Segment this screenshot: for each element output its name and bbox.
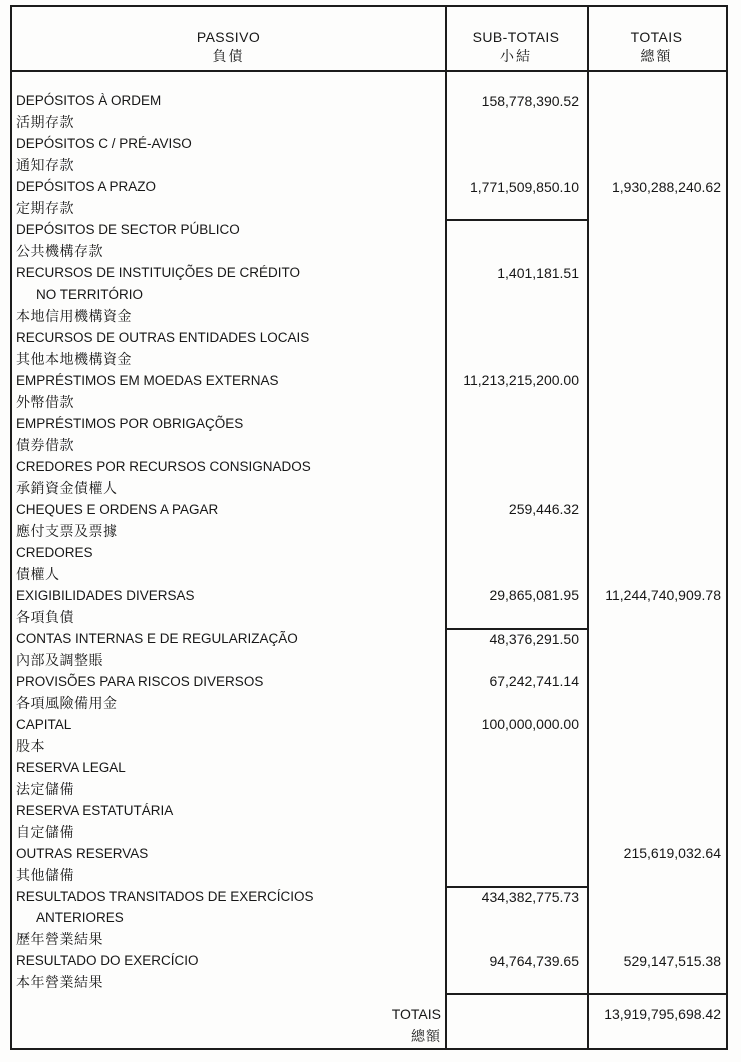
table-row: [12, 241, 726, 263]
row-label: RESERVA ESTATUTÁRIA: [16, 802, 174, 818]
total-value: [587, 327, 726, 349]
total-value: [587, 219, 726, 241]
row-label: OUTRAS RESERVAS: [16, 845, 149, 861]
row-label-cn: 應付支票及票據: [16, 522, 118, 539]
subtotal-value: 158,778,390.52: [481, 92, 579, 109]
total-value: [587, 155, 726, 177]
row-label-cn: 外幣借款: [16, 393, 74, 410]
subtotal-value: [445, 821, 587, 843]
total-value: [587, 692, 726, 714]
row-label-cn: 公共機構存款: [16, 243, 103, 260]
header-passivo-cn: 負債: [212, 48, 245, 64]
table-row: [12, 413, 726, 435]
row-label-cn: 債權人: [16, 565, 60, 582]
total-value: [587, 90, 726, 112]
table-row: [12, 176, 726, 198]
total-value: [587, 628, 726, 650]
footer-rule: [445, 993, 726, 995]
subtotal-value: 434,382,775.73: [445, 886, 587, 908]
row-label: PROVISÕES PARA RISCOS DIVERSOS: [16, 673, 264, 689]
table-row: [12, 284, 726, 306]
table-row: [12, 434, 726, 456]
table-row: [12, 757, 726, 779]
row-label-cn: 其他儲備: [16, 866, 74, 883]
subtotal-value: [445, 305, 587, 327]
subtotal-value: [445, 413, 587, 435]
total-value: [587, 778, 726, 800]
table-row: [12, 606, 726, 628]
subtotal-value: 11,213,215,200.00: [463, 372, 579, 389]
subtotal-value: 29,865,081.95: [489, 587, 579, 604]
row-label: RECURSOS DE OUTRAS ENTIDADES LOCAIS: [16, 329, 310, 345]
subtotal-value: [445, 219, 587, 241]
table-row: [12, 735, 726, 757]
table-row: [12, 972, 726, 994]
row-label-cn: 本地信用機構資金: [16, 307, 132, 324]
subtotal-value: 48,376,291.50: [445, 628, 587, 650]
table-row: [12, 90, 726, 112]
subtotal-value: [445, 692, 587, 714]
total-value: [587, 821, 726, 843]
subtotal-value: [445, 929, 587, 951]
row-label-cn: 債券借款: [16, 436, 74, 453]
subtotal-value: [445, 155, 587, 177]
total-value: [587, 456, 726, 478]
total-value: [587, 735, 726, 757]
subtotal-value: [445, 649, 587, 671]
subtotal-value: [445, 972, 587, 994]
total-value: [587, 671, 726, 693]
subtotal-value: [445, 778, 587, 800]
header-subtotals-cn: 小結: [500, 48, 532, 64]
header-passivo: [12, 7, 445, 70]
table-row: [12, 692, 726, 714]
header-totals: [587, 7, 726, 70]
row-label: EMPRÉSTIMOS POR OBRIGAÇÕES: [16, 415, 244, 431]
table-row: [12, 219, 726, 241]
subtotal-value: [445, 542, 587, 564]
row-label: ANTERIORES: [36, 910, 124, 926]
total-value: [587, 370, 726, 392]
table-row: [12, 499, 726, 521]
total-value: [587, 649, 726, 671]
total-value: [587, 606, 726, 628]
total-value: [587, 800, 726, 822]
header-subtotals-pt: SUB-TOTAIS: [472, 29, 560, 45]
subtotal-value: 100,000,000.00: [481, 716, 579, 733]
table-footer: [12, 993, 726, 1048]
subtotal-value: [445, 864, 587, 886]
header-totals-cn: 總額: [640, 48, 673, 64]
total-value: [587, 348, 726, 370]
subtotal-value: [445, 606, 587, 628]
row-label-cn: 承銷資金債權人: [16, 479, 118, 496]
subtotal-value: [445, 391, 587, 413]
row-label-cn: 法定儲備: [16, 780, 74, 797]
table-row: [12, 649, 726, 671]
total-value: [587, 391, 726, 413]
row-label-cn: 歷年營業結果: [16, 931, 103, 948]
row-label: DEPÓSITOS À ORDEM: [16, 93, 162, 109]
total-value: 11,244,740,909.78: [605, 587, 721, 604]
table-row: [12, 714, 726, 736]
table-row: [12, 950, 726, 972]
table-row: [12, 671, 726, 693]
table-row: [12, 391, 726, 413]
subtotal-value: 67,242,741.14: [489, 673, 579, 690]
row-label: NO TERRITÓRIO: [36, 286, 144, 302]
total-value: [587, 757, 726, 779]
table-body: [12, 72, 726, 993]
footer-label: [12, 993, 445, 1048]
total-value: [587, 563, 726, 585]
table-row: [12, 628, 726, 650]
row-label: CAPITAL: [16, 716, 72, 732]
total-value: [587, 520, 726, 542]
subtotal-value: [445, 284, 587, 306]
subtotal-value: [445, 456, 587, 478]
total-value: 529,147,515.38: [623, 952, 721, 969]
subtotal-value: [445, 434, 587, 456]
subtotal-value: [445, 241, 587, 263]
table-row: [12, 843, 726, 865]
row-label: RESULTADOS TRANSITADOS DE EXERCÍCIOS: [16, 888, 314, 904]
header-passivo-pt: PASSIVO: [196, 29, 261, 45]
subtotal-value: 94,764,739.65: [489, 952, 579, 969]
table-row: [12, 778, 726, 800]
row-label: RESERVA LEGAL: [16, 759, 126, 775]
table-row: [12, 370, 726, 392]
table-row: [12, 155, 726, 177]
total-value: [587, 133, 726, 155]
total-value: [587, 907, 726, 929]
row-label-cn: 定期存款: [16, 200, 74, 217]
row-label: DEPÓSITOS C / PRÉ-AVISO: [16, 136, 192, 152]
table-row: [12, 821, 726, 843]
table-row: [12, 477, 726, 499]
column-divider-totals: [587, 7, 589, 1048]
total-value: [587, 886, 726, 908]
total-value: 1,930,288,240.62: [612, 178, 721, 195]
row-label: RESULTADO DO EXERCÍCIO: [16, 953, 199, 969]
total-value: [587, 413, 726, 435]
total-value: [587, 241, 726, 263]
header-totals-pt: TOTAIS: [630, 29, 683, 45]
table-row: [12, 800, 726, 822]
total-value: [587, 929, 726, 951]
table-row: [12, 348, 726, 370]
row-label-cn: 通知存款: [16, 157, 74, 174]
row-label: CHEQUES E ORDENS A PAGAR: [16, 501, 219, 517]
row-label: EXIGIBILIDADES DIVERSAS: [16, 587, 195, 603]
table-row: [12, 198, 726, 220]
subtotal-value: [445, 520, 587, 542]
total-value: [587, 542, 726, 564]
footer-label-pt: TOTAIS: [391, 1006, 441, 1022]
total-value: [587, 864, 726, 886]
table-header: [12, 7, 726, 72]
subtotal-value: [445, 907, 587, 929]
row-label: CONTAS INTERNAS E DE REGULARIZAÇÃO: [16, 630, 298, 646]
table-row: [12, 907, 726, 929]
subtotal-value: 1,401,181.51: [497, 264, 579, 281]
subtotal-value: [445, 563, 587, 585]
row-label: EMPRÉSTIMOS EM MOEDAS EXTERNAS: [16, 372, 279, 388]
table-row: [12, 327, 726, 349]
row-label: RECURSOS DE INSTITUIÇÕES DE CRÉDITO: [16, 265, 301, 281]
table-row: [12, 542, 726, 564]
subtotal-value: [445, 735, 587, 757]
subtotal-value: [445, 757, 587, 779]
subtotal-value: [445, 112, 587, 134]
total-value: [587, 477, 726, 499]
grand-total-value: 13,919,795,698.42: [604, 1006, 721, 1022]
row-label-cn: 各項負債: [16, 608, 74, 625]
row-label-cn: 各項風險備用金: [16, 694, 118, 711]
subtotal-value: [445, 843, 587, 865]
total-value: [587, 305, 726, 327]
total-value: [587, 284, 726, 306]
row-label: CREDORES POR RECURSOS CONSIGNADOS: [16, 458, 311, 474]
row-label-cn: 活期存款: [16, 114, 74, 131]
subtotal-value: [445, 477, 587, 499]
total-value: [587, 434, 726, 456]
subtotal-value: [445, 133, 587, 155]
table-row: [12, 929, 726, 951]
total-value: [587, 972, 726, 994]
row-label-cn: 股本: [16, 737, 45, 754]
table-row: [12, 456, 726, 478]
column-divider-subtotals: [445, 7, 447, 1048]
total-value: 215,619,032.64: [623, 845, 721, 862]
row-label: DEPÓSITOS DE SECTOR PÚBLICO: [16, 222, 240, 238]
total-value: [587, 714, 726, 736]
table-row: [12, 864, 726, 886]
total-value: [587, 262, 726, 284]
table-row: [12, 886, 726, 908]
subtotal-value: [445, 198, 587, 220]
subtotal-value: 259,446.32: [508, 501, 579, 518]
row-label: DEPÓSITOS A PRAZO: [16, 179, 157, 195]
subtotal-value: [445, 348, 587, 370]
footer-subtotal-cell: [445, 993, 587, 1048]
subtotal-value: 1,771,509,850.10: [470, 178, 579, 195]
table-row: [12, 112, 726, 134]
table-row: [12, 563, 726, 585]
footer-total-cell: [587, 993, 726, 1048]
table-row: [12, 133, 726, 155]
subtotal-value: [445, 327, 587, 349]
row-label-cn: 內部及調整賬: [16, 651, 103, 668]
passivo-table: [10, 5, 728, 1050]
row-label-cn: 本年營業結果: [16, 974, 103, 991]
footer-label-cn: 總額: [411, 1027, 441, 1044]
footer-spacer: [587, 1026, 726, 1048]
row-label: CREDORES: [16, 544, 93, 560]
table-row: [12, 520, 726, 542]
table-row: [12, 585, 726, 607]
table-row: [12, 305, 726, 327]
table-row: [12, 262, 726, 284]
total-value: [587, 499, 726, 521]
total-value: [587, 112, 726, 134]
row-label-cn: 自定儲備: [16, 823, 74, 840]
row-label-cn: 其他本地機構資金: [16, 350, 132, 367]
total-value: [587, 198, 726, 220]
header-subtotals: [445, 7, 587, 70]
subtotal-value: [445, 800, 587, 822]
